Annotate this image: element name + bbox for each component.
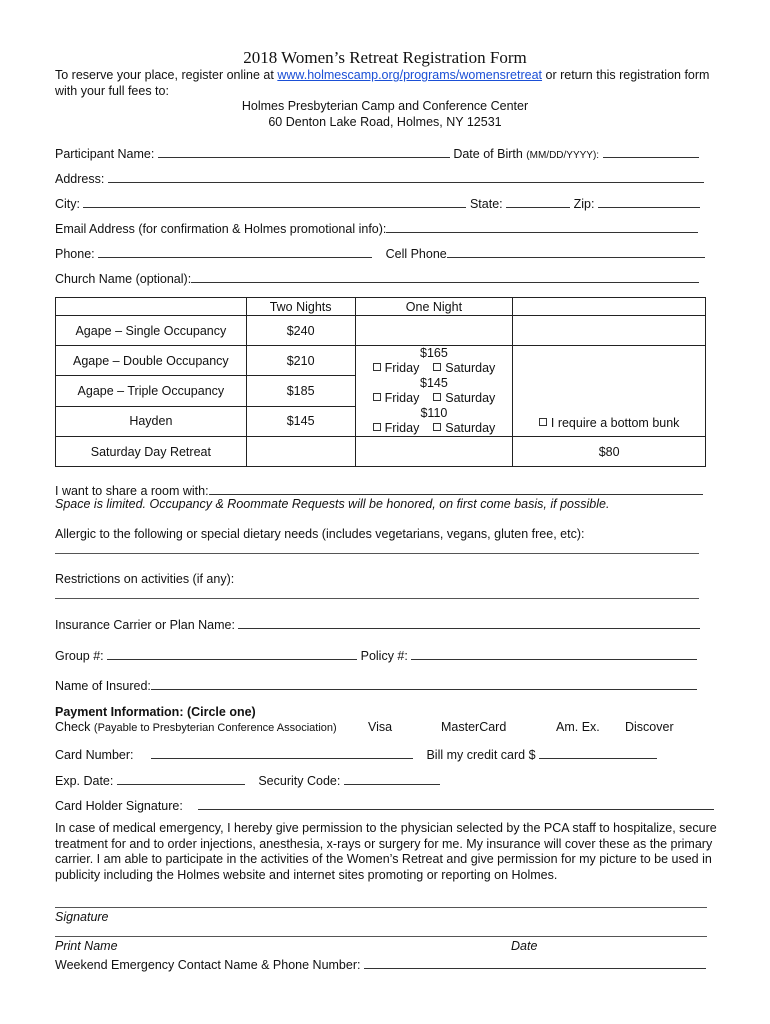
page-title: 2018 Women’s Retreat Registration Form <box>243 48 527 67</box>
two-night-price: $210 <box>246 346 355 376</box>
friday-checkbox[interactable] <box>373 423 381 431</box>
payment-heading: Payment Information: (Circle one) <box>55 705 256 719</box>
extra-empty <box>513 316 706 346</box>
one-night-price: $165 <box>420 346 448 360</box>
church-field[interactable] <box>191 270 699 283</box>
friday-label: Friday <box>384 391 420 405</box>
signature-label: Signature <box>55 910 109 924</box>
exp-label: Exp. Date: <box>55 774 114 788</box>
one-night-options <box>355 346 513 437</box>
amex-option[interactable]: Am. Ex. <box>556 720 600 734</box>
two-night-price: $240 <box>246 316 355 346</box>
check-label: Check <box>55 720 91 734</box>
address-line2: 60 Denton Lake Road, Holmes, NY 12531 <box>268 115 502 129</box>
row-label: Agape – Double Occupancy <box>56 346 247 376</box>
table-row <box>56 316 706 346</box>
holder-row <box>55 797 714 813</box>
dob-field[interactable] <box>603 145 699 158</box>
restrictions-label: Restrictions on activities (if any): <box>55 572 235 586</box>
security-field[interactable] <box>344 772 440 785</box>
church-row <box>55 270 699 286</box>
cell-field[interactable] <box>447 245 705 258</box>
intro-text <box>55 68 709 82</box>
participant-row <box>55 145 699 161</box>
address-field[interactable] <box>108 170 704 183</box>
one-night-days <box>356 391 513 406</box>
one-night-days <box>356 421 513 436</box>
card-number-row <box>55 746 657 762</box>
exp-row <box>55 772 440 788</box>
bottom-bunk-cell <box>513 346 706 437</box>
allergy-field[interactable] <box>55 553 699 554</box>
share-field[interactable] <box>209 482 703 495</box>
friday-checkbox[interactable] <box>373 363 381 371</box>
insurance-label: Insurance Carrier or Plan Name: <box>55 618 235 632</box>
consent-paragraph: In case of medical emergency, I hereby give permission to the physician selected by the PCA staff to hospitalize, secure treatment for and to order injections, anesthesia, x-rays or surgery for me. My insurance will cover these as the primary carrier. I am able to participate in the activities of the Women’s Retreat and give permission for my picture to be used in publicity including the Holmes website and internet sites promoting or reporting on Holmes. <box>55 821 717 882</box>
row-label: Hayden <box>56 406 247 436</box>
one-night-empty <box>355 316 513 346</box>
row-label: Saturday Day Retreat <box>56 437 247 467</box>
intro-before: To reserve your place, register online at <box>55 68 278 82</box>
bottom-bunk-checkbox[interactable] <box>539 418 547 426</box>
signature-line[interactable] <box>55 907 707 908</box>
holder-signature-field[interactable] <box>198 797 714 810</box>
dob-label: Date of Birth <box>453 147 523 161</box>
dob-format: (MM/DD/YYYY): <box>526 150 600 161</box>
table-header <box>56 298 247 316</box>
state-label: State: <box>469 197 503 211</box>
city-row <box>55 195 700 211</box>
saturday-checkbox[interactable] <box>433 423 441 431</box>
exp-field[interactable] <box>117 772 245 785</box>
saturday-label: Saturday <box>445 361 496 375</box>
share-label: I want to share a room with: <box>55 484 209 498</box>
one-night-price: $110 <box>420 406 448 420</box>
allergy-label: Allergic to the following or special dietary needs (includes vegetarians, vegans, gluten free, etc): <box>55 527 585 541</box>
city-label: City: <box>55 197 80 211</box>
intro-after: or return this registration form <box>542 68 710 82</box>
phone-label: Phone: <box>55 247 95 261</box>
table-header <box>513 298 706 316</box>
two-night-price <box>246 437 355 467</box>
card-number-label: Card Number: <box>55 748 134 762</box>
group-label: Group #: <box>55 649 104 663</box>
row-label: Agape – Triple Occupancy <box>56 376 247 406</box>
security-label: Security Code: <box>258 774 341 788</box>
cell-label: Cell Phone <box>385 247 447 261</box>
insured-row <box>55 677 697 693</box>
phone-row <box>55 245 705 261</box>
bottom-bunk-label: I require a bottom bunk <box>550 416 680 430</box>
bill-label: Bill my credit card $ <box>426 748 536 762</box>
row-label: Agape – Single Occupancy <box>56 316 247 346</box>
two-night-price: $145 <box>246 406 355 436</box>
insurance-field[interactable] <box>238 616 700 629</box>
participant-name-field[interactable] <box>158 145 450 158</box>
email-label: Email Address (for confirmation & Holmes promotional info): <box>55 222 387 236</box>
mastercard-option[interactable]: MasterCard <box>441 720 507 734</box>
holder-label: Card Holder Signature: <box>55 799 183 813</box>
registration-link[interactable]: www.holmescamp.org/programs/womensretreat <box>277 68 543 82</box>
table-row <box>56 437 706 467</box>
emergency-label: Weekend Emergency Contact Name & Phone Number: <box>55 958 361 972</box>
address-row <box>55 170 704 186</box>
restrictions-field[interactable] <box>55 598 699 599</box>
space-note: Space is limited. Occupancy & Roommate Requests will be honored, on first come basis, if possible. <box>55 497 610 511</box>
friday-label: Friday <box>384 421 420 435</box>
church-label: Church Name (optional): <box>55 272 192 286</box>
saturday-label: Saturday <box>445 391 496 405</box>
bill-amount-field[interactable] <box>539 746 657 759</box>
city-field[interactable] <box>83 195 466 208</box>
card-number-field[interactable] <box>151 746 413 759</box>
discover-option[interactable]: Discover <box>625 720 674 734</box>
emergency-field[interactable] <box>364 956 706 969</box>
intro-line2: with your full fees to: <box>55 84 169 98</box>
print-name-date-line[interactable] <box>55 936 707 937</box>
check-note: (Payable to Presbyterian Conference Association) <box>93 722 337 734</box>
table-row <box>56 346 706 376</box>
visa-option[interactable]: Visa <box>368 720 393 734</box>
saturday-label: Saturday <box>445 421 496 435</box>
payment-check[interactable] <box>55 720 337 734</box>
share-row <box>55 482 703 498</box>
policy-field[interactable] <box>411 647 697 660</box>
two-night-price: $185 <box>246 376 355 406</box>
insured-label: Name of Insured: <box>55 679 151 693</box>
group-field[interactable] <box>107 647 357 660</box>
friday-label: Friday <box>384 361 420 375</box>
participant-label: Participant Name: <box>55 147 155 161</box>
insurance-row <box>55 616 700 632</box>
zip-label: Zip: <box>573 197 595 211</box>
one-night-price: $145 <box>420 376 448 390</box>
one-night-empty <box>355 437 513 467</box>
address-label: Address: <box>55 172 105 186</box>
zip-field[interactable] <box>598 195 700 208</box>
table-header-row <box>56 298 706 316</box>
table-header: Two Nights <box>246 298 355 316</box>
insured-field[interactable] <box>151 677 697 690</box>
email-field[interactable] <box>386 220 698 233</box>
table-header: One Night <box>355 298 513 316</box>
phone-field[interactable] <box>98 245 372 258</box>
one-night-days <box>356 361 513 376</box>
email-row <box>55 220 698 236</box>
day-retreat-price: $80 <box>513 437 706 467</box>
group-policy-row <box>55 647 697 663</box>
saturday-checkbox[interactable] <box>433 393 441 401</box>
date-label: Date <box>511 939 538 953</box>
saturday-checkbox[interactable] <box>433 363 441 371</box>
emergency-row <box>55 956 706 972</box>
friday-checkbox[interactable] <box>373 393 381 401</box>
policy-label: Policy #: <box>360 649 408 663</box>
state-field[interactable] <box>506 195 570 208</box>
rates-table <box>55 297 706 467</box>
print-name-label: Print Name <box>55 939 118 953</box>
address-line1: Holmes Presbyterian Camp and Conference Center <box>241 99 529 113</box>
